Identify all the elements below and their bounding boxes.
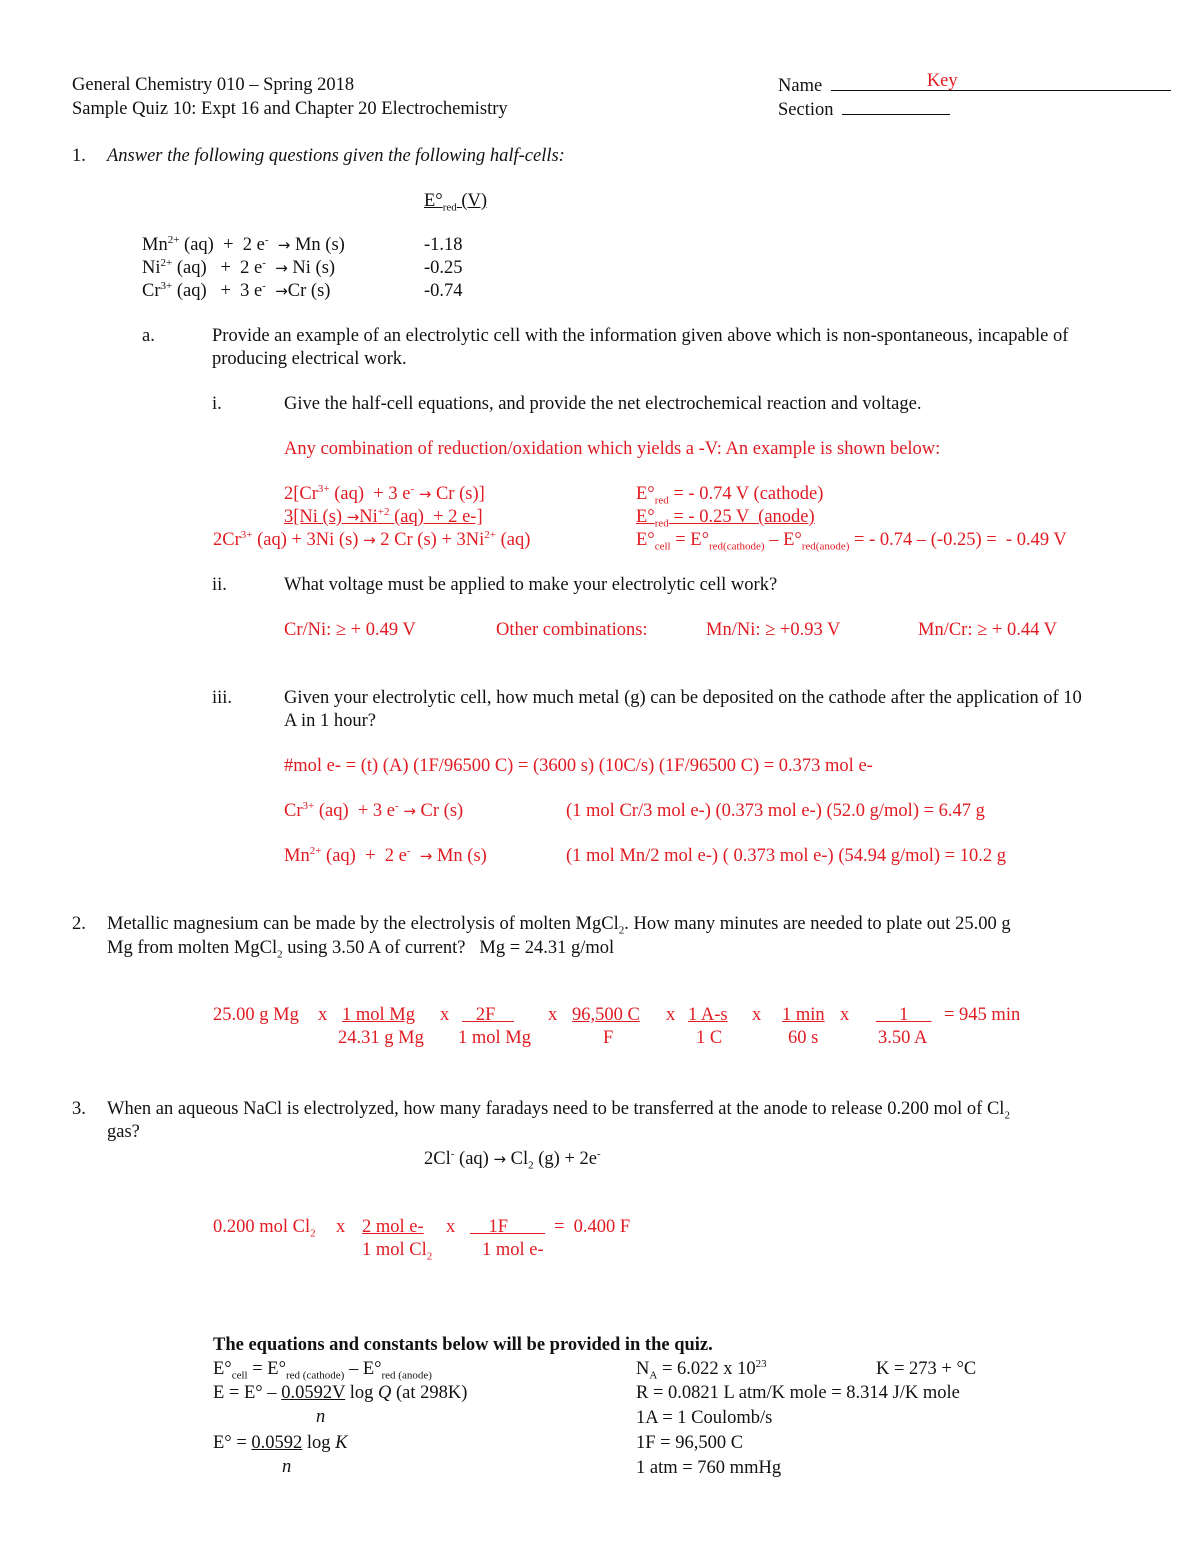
voltage-mn-cr: Mn/Cr: ≥ + 0.44 V xyxy=(918,620,1057,640)
part-iii-label: iii. xyxy=(212,688,233,708)
halfcell-ni: $Ni^{2+}$ (aq) + 2 e- → Ni (s) xyxy=(142,256,336,278)
part-iii-text-2: A in 1 hour? xyxy=(284,711,376,731)
part-a-text-1: Provide an example of an electrolytic cell with the information given above which is non-spontaneous, incapable of xyxy=(212,326,1069,346)
times-sign: x xyxy=(336,1217,346,1237)
part-ii-text: What voltage must be applied to make your electrolytic cell work? xyxy=(284,575,778,595)
part-i-label: i. xyxy=(212,394,222,414)
part-a-label: a. xyxy=(142,326,155,346)
q2-f4-num: 1 A-s xyxy=(688,1005,728,1025)
name-field xyxy=(778,71,1171,97)
q3-f2-num: 1F xyxy=(470,1217,546,1237)
ampere-definition: 1A = 1 Coulomb/s xyxy=(636,1408,773,1428)
q3-start: 0.200 mol $Cl_2$ xyxy=(213,1217,316,1240)
voltage-mn-ni: Mn/Ni: ≥ +0.93 V xyxy=(706,620,841,640)
q1-number: 1. xyxy=(72,146,86,166)
times-sign: x xyxy=(440,1005,450,1025)
atm-conversion: 1 atm = 760 mmHg xyxy=(636,1458,782,1478)
q1-prompt: Answer the following questions given the following half-cells: xyxy=(107,146,565,166)
kelvin-conversion: K = 273 + °C xyxy=(876,1359,977,1379)
net-reaction: $2Cr^{3+}$ (aq) + 3Ni (s) → 2 Cr $(s) + 3Ni^{2+}$ (aq) xyxy=(213,528,531,550)
gas-constant: R = 0.0821 L atm/K mole = 8.314 J/K mole xyxy=(636,1383,960,1403)
section-label: Section xyxy=(778,100,834,120)
potential-ni: -0.25 xyxy=(424,258,463,278)
times-sign: x xyxy=(752,1005,762,1025)
q2-number: 2. xyxy=(72,914,86,934)
potential-cr: -0.74 xyxy=(424,281,463,301)
q2-f1-num: 1 mol Mg xyxy=(342,1005,415,1025)
q2-f6-num: 1 xyxy=(876,1005,932,1025)
quiz-title: Sample Quiz 10: Expt 16 and Chapter 20 Electrochemistry xyxy=(72,99,508,119)
q3-f1-num: 2 mol e- xyxy=(362,1217,424,1237)
anode-potential: $E^\circ_{red}$ = - 0.25 V (anode) xyxy=(636,507,815,530)
q2-f2-num: 2F xyxy=(462,1005,514,1025)
q3-result: = 0.400 F xyxy=(554,1217,631,1237)
times-sign: x xyxy=(840,1005,850,1025)
q2-result: = 945 min xyxy=(944,1005,1021,1025)
times-sign: x xyxy=(548,1005,558,1025)
section-field xyxy=(778,98,950,121)
logk-n: n xyxy=(282,1457,292,1477)
other-combinations: Other combinations: xyxy=(496,620,648,640)
section-line xyxy=(842,98,950,115)
part-i-answer-intro: Any combination of reduction/oxidation which yields a -V: An example is shown below: xyxy=(284,439,941,459)
q2-f4-den: 1 C xyxy=(696,1028,723,1048)
nernst-equation: E = E° – 0.0592V log Q (at 298K) xyxy=(213,1383,468,1403)
part-i-text: Give the half-cell equations, and provide the net electrochemical reaction and voltage. xyxy=(284,394,922,414)
q3-text-1: When an aqueous NaCl is electrolyzed, how many faradays need to be transferred at the anode to release 0.200 mol of $Cl_2$ xyxy=(107,1099,1010,1122)
nernst-n: n xyxy=(316,1407,326,1427)
q2-start: 25.00 g Mg xyxy=(213,1005,299,1025)
q2-f5-den: 60 s xyxy=(788,1028,819,1048)
times-sign: x xyxy=(318,1005,328,1025)
q3-number: 3. xyxy=(72,1099,86,1119)
times-sign: x xyxy=(666,1005,676,1025)
voltage-cr-ni: Cr/Ni: ≥ + 0.49 V xyxy=(284,620,416,640)
q2-f5-num: 1 min xyxy=(782,1005,825,1025)
moles-electrons-calc: #mol e- = (t) (A) (1F/96500 C) = (3600 s) (10C/s) (1F/96500 C) = 0.373 mol e- xyxy=(284,756,873,776)
q2-f3-num: 96,500 C xyxy=(572,1005,640,1025)
q3-f1-den: 1 mol $Cl_2$ xyxy=(362,1240,433,1263)
part-ii-label: ii. xyxy=(212,575,227,595)
q2-text-2: Mg from molten MgCl$_2$ using 3.50 A of current? Mg = 24.31 g/mol xyxy=(107,938,615,961)
q2-f6-den: 3.50 A xyxy=(878,1028,928,1048)
course-title: General Chemistry 010 – Spring 2018 xyxy=(72,75,355,95)
times-sign: x xyxy=(446,1217,456,1237)
cathode-potential: $E^\circ_{red}$ = - 0.74 V (cathode) xyxy=(636,484,824,507)
cr-deposit-calc: (1 mol Cr/3 mol e-) (0.373 mol e-) (52.0 g/mol) = 6.47 g xyxy=(566,801,985,821)
q3-f2-den: 1 mol e- xyxy=(482,1240,544,1260)
q2-f2-den: 1 mol Mg xyxy=(458,1028,531,1048)
potential-header: $E^\circ_{red}$ (V) xyxy=(424,191,488,214)
q2-f1-den: 24.31 g Mg xyxy=(338,1028,424,1048)
halfcell-mn: $Mn^{2+}$ (aq) + 2 e- → Mn (s) xyxy=(142,233,345,255)
name-label: Name xyxy=(778,76,823,96)
mn-deposit-calc: (1 mol Mn/2 mol e-) ( 0.373 mol e-) (54.94 g/mol) = 10.2 g xyxy=(566,846,1006,866)
logk-equation: E° = 0.0592 log K xyxy=(213,1433,348,1453)
avogadro-constant: $N_A = 6.022$ x $10^{23}$ xyxy=(636,1357,767,1382)
anode-halfreaction: 3[Ni $(s) \to Ni^{+2}$ (aq) + 2 e-] xyxy=(284,505,483,527)
q2-f3-den: F xyxy=(603,1028,614,1048)
halfcell-cr: $Cr^{3+}$ (aq) + 3 e- →Cr (s) xyxy=(142,279,331,301)
potential-mn: -1.18 xyxy=(424,235,463,255)
faraday-constant: 1F = 96,500 C xyxy=(636,1433,744,1453)
mn-deposit-reaction: $Mn^{2+}$ (aq) + 2 e- → Mn (s) xyxy=(284,844,487,866)
name-value: Key xyxy=(926,71,958,91)
q3-text-2: gas? xyxy=(107,1122,140,1142)
part-a-text-2: producing electrical work. xyxy=(212,349,407,369)
name-line xyxy=(831,71,1171,91)
part-iii-text-1: Given your electrolytic cell, how much metal (g) can be deposited on the cathode after the application of 10 xyxy=(284,688,1082,708)
constants-heading: The equations and constants below will be provided in the quiz. xyxy=(213,1335,713,1355)
q3-reaction: 2Cl- $(aq) \to Cl_2$ (g) + 2e- xyxy=(424,1147,601,1172)
cathode-halfreaction: $2[Cr^{3+}$ (aq) + 3 e- → Cr (s)] xyxy=(284,482,485,504)
q2-text-1: Metallic magnesium can be made by the electrolysis of molten MgCl$_2$. How many minutes are needed to plate out 25.00 g xyxy=(107,914,1011,937)
cell-potential: $E^\circ_{cell} = E^\circ_{red(cathode)} - E^\circ_{red(anode)}$ = - 0.74 – (-0.25) = - 0.49 V xyxy=(636,530,1067,553)
cr-deposit-reaction: $Cr^{3+}$ (aq) + 3 e- → Cr (s) xyxy=(284,799,464,821)
ecell-equation: $E^\circ_{cell} = E^\circ_{red (cathode)} - E^\circ_{red (anode)}$ xyxy=(213,1359,432,1382)
